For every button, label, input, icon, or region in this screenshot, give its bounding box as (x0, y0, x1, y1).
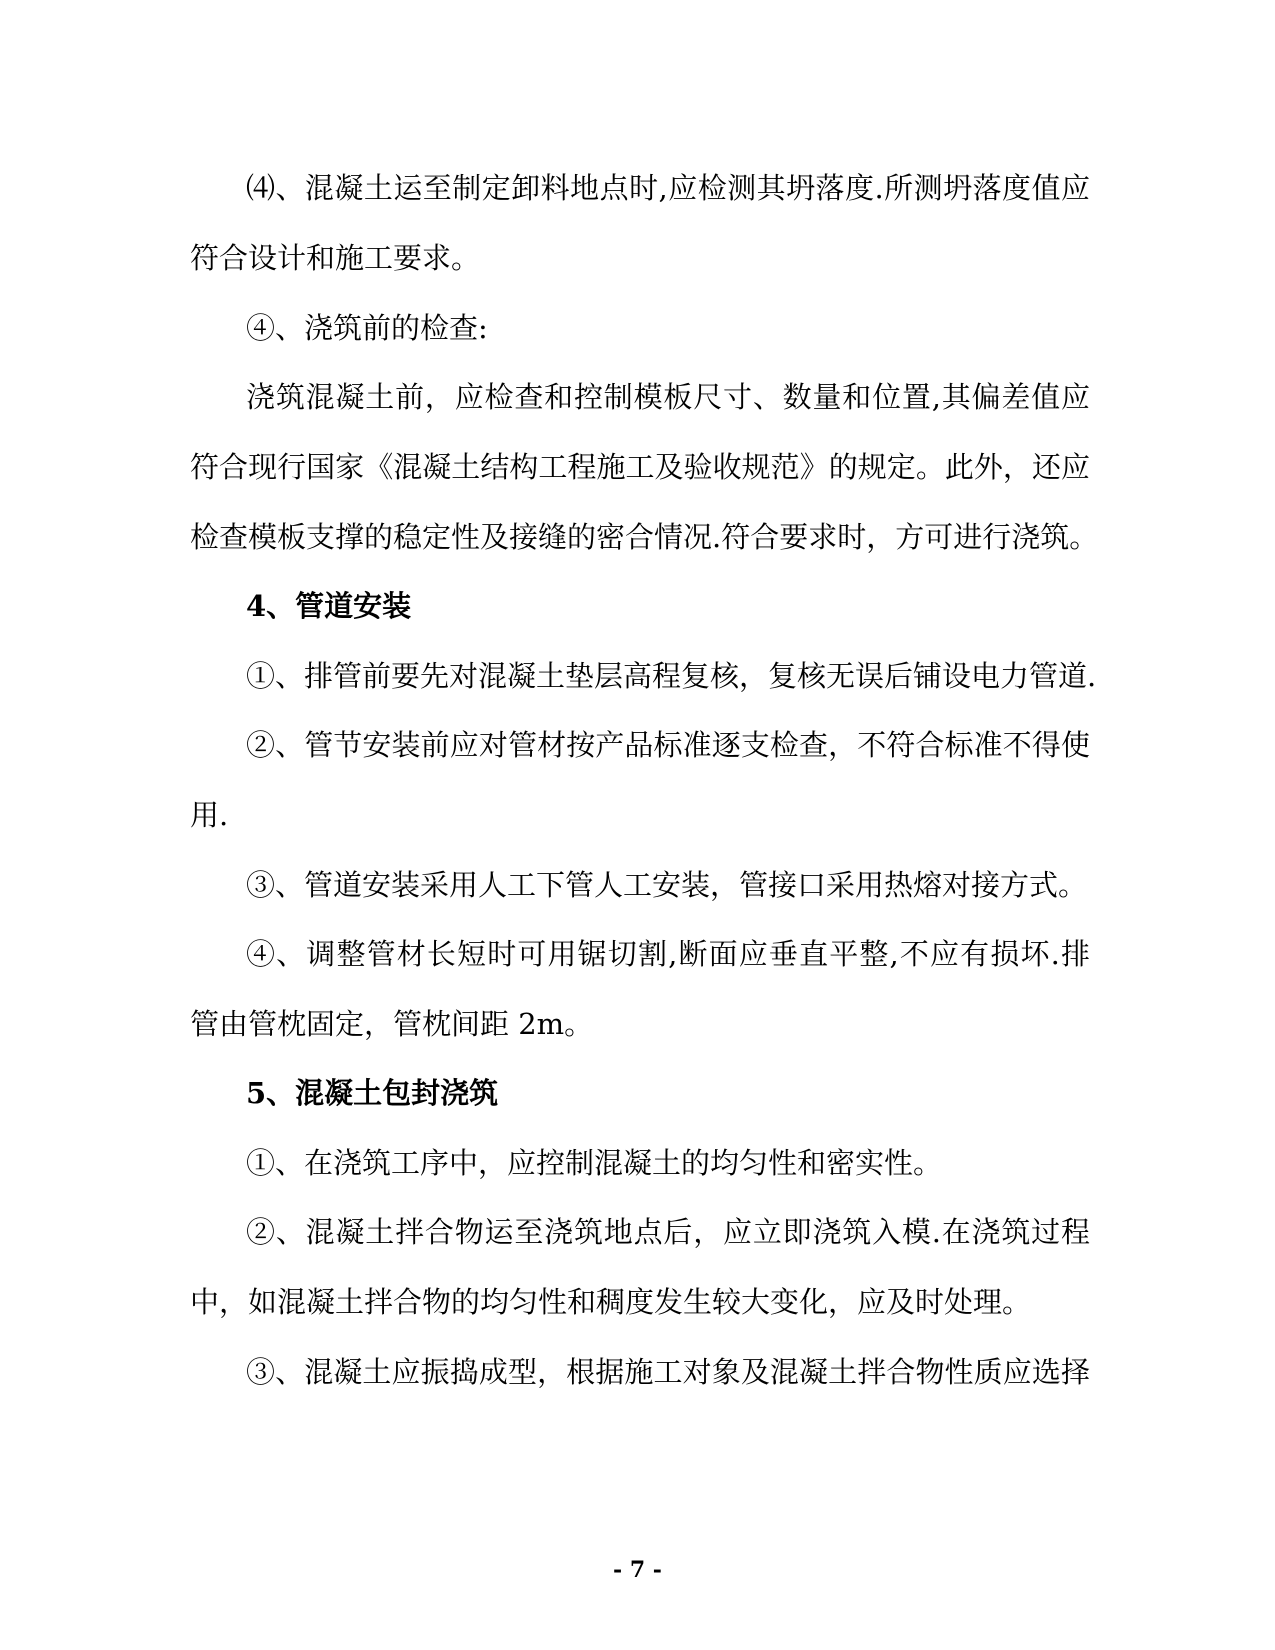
section-heading: 5、混凝土包封浇筑 (246, 1076, 499, 1110)
text-line: ②、混凝土拌合物运至浇筑地点后，应立即浇筑入模.在浇筑过程 (246, 1215, 1090, 1249)
text-line: 管由管枕固定，管枕间距 2m。 (190, 1007, 594, 1041)
text-line: ⑷、混凝土运至制定卸料地点时,应检测其坍落度.所测坍落度值应 (246, 171, 1090, 205)
text-line: 符合现行国家《混凝土结构工程施工及验收规范》的规定。此外，还应 (190, 450, 1090, 484)
text-line: 中，如混凝土拌合物的均匀性和稠度发生较大变化，应及时处理。 (190, 1285, 1032, 1319)
text-line: ①、排管前要先对混凝土垫层高程复核，复核无误后铺设电力管道. (246, 659, 1097, 693)
section-heading: 4、管道安装 (246, 589, 412, 623)
text-line: 浇筑混凝土前，应检查和控制模板尺寸、数量和位置,其偏差值应 (246, 380, 1090, 414)
text-line: ④、调整管材长短时可用锯切割,断面应垂直平整,不应有损坏.排 (246, 937, 1090, 971)
text-line: 用. (190, 798, 229, 832)
text-line: ③、管道安装采用人工下管人工安装，管接口采用热熔对接方式。 (246, 868, 1088, 902)
text-line: ④、浇筑前的检查: (246, 311, 488, 345)
text-line: ①、在浇筑工序中，应控制混凝土的均匀性和密实性。 (246, 1146, 943, 1180)
text-line: ②、管节安装前应对管材按产品标准逐支检查，不符合标准不得使 (246, 728, 1090, 762)
page-number: - 7 - (613, 1557, 662, 1583)
text-line: ③、混凝土应振捣成型，根据施工对象及混凝土拌合物性质应选择 (246, 1355, 1090, 1389)
text-line: 检查模板支撑的稳定性及接缝的密合情况.符合要求时，方可进行浇筑。 (190, 520, 1099, 554)
text-line: 符合设计和施工要求。 (190, 241, 481, 275)
